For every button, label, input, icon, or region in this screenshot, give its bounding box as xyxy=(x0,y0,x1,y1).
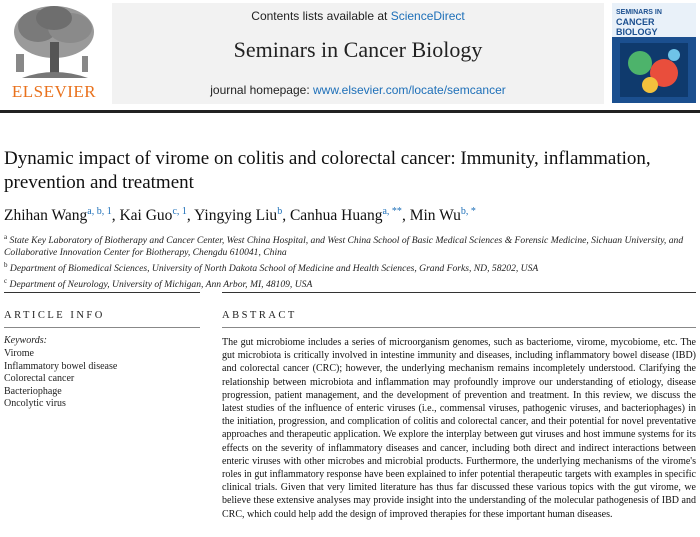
journal-cover-thumbnail[interactable] xyxy=(612,3,696,103)
author-name: Min Wu xyxy=(409,207,461,225)
article-info-sub-rule xyxy=(4,327,200,328)
contents-line xyxy=(112,9,604,23)
keyword: Oncolytic virus xyxy=(4,398,66,409)
homepage-line xyxy=(112,83,604,97)
affiliation-mark: c xyxy=(4,277,8,286)
journal-homepage-link[interactable]: www.elsevier.com/locate/semcancer xyxy=(313,83,506,97)
cover-title xyxy=(616,9,662,37)
author[interactable] xyxy=(410,207,476,224)
author-marks[interactable]: b, * xyxy=(460,206,476,217)
cover-line: SEMINARS IN xyxy=(616,9,662,16)
keyword: Bacteriophage xyxy=(4,385,62,397)
abstract-sub-rule xyxy=(222,327,696,328)
affiliation-text: Department of Neurology, University of Michigan, Ann Arbor, MI, 48109, USA xyxy=(9,279,313,291)
author-name: Yingying Liu xyxy=(194,207,278,225)
author[interactable] xyxy=(290,207,402,224)
abstract-heading: ABSTRACT xyxy=(222,310,297,321)
affiliation-item xyxy=(4,275,696,291)
affiliations xyxy=(4,231,696,292)
homepage-prefix: journal homepage: xyxy=(210,83,313,97)
author[interactable] xyxy=(4,207,112,224)
article-title: Dynamic impact of virome on colitis and colorectal cancer: Immunity, inflammation, prevention and treatment xyxy=(4,148,651,193)
journal-header-box xyxy=(112,3,604,104)
publisher-wordmark: ELSEVIER xyxy=(11,82,97,101)
author-list: Zhihan Wang$^{a, b, 1}$, Kai Guo$^{c, 1}$, Yingying Liu$^b$, Canhua Huang$^{a, **}$, Min $Wu^{b, *}$ xyxy=(4,206,476,225)
affiliation-text: State Key Laboratory of Biotherapy and Cancer Center, West China Hospital, and West China School of Basic Medical Sciences & Forensic Medicine, Sichuan University, and Collaborative Innovation Center for Biotherapy, Chengdu 610041, China xyxy=(4,235,684,259)
abstract-text: The gut microbiome includes a series of microorganism genomes, such as bacteriome, virome, mycobiome, etc. The gut microbiota is critically involved in intestine immunity and diseases, including inflammatory bowel disease (IBD) and colorectal cancer (CRC); however, the underlying mechanism remains incompletely understood. Clarifying the relationship between microbiota and inflammation may profoundly improve our understanding of etiology, disease progression, patient management, and the development of prevention and treatment. In this review, we discuss the latest studies of the influence of enteric viruses (i.e., commensal viruses, pathogenic viruses, and bacteriophages) in the initiation, progression, and complication of colitis and colorectal cancer, and their potential for novel preventative approaches and therapeutic application. We explore the interplay between gut viruses and host immune systems for its effects on the severity of inflammatory diseases and cancer, including both direct and indirect interactions between enteric viruses with other microbes and microbial products. Furthermore, the underlying mechanisms of the virome's roles in gut inflammatory response have been explained to infer potential therapeutic targets with examples in specific clinical trials. Given that very limited literature has thus far discussed these various topics with the gut virome, we believe these extensive analyses may provide insight into the understanding of the molecular pathogenesis of IBD and CRC, which could help add the design of improved therapies for these important human diseases. xyxy=(222,337,696,520)
author[interactable] xyxy=(119,207,186,224)
keyword: Inflammatory bowel disease xyxy=(4,360,118,372)
author-name: Kai Guo xyxy=(119,207,173,225)
author-marks[interactable]: b xyxy=(277,206,283,217)
keyword: Virome xyxy=(4,348,34,359)
abstract-top-rule xyxy=(222,292,696,293)
cover-artwork xyxy=(620,43,688,97)
author-name: Zhihan Wang xyxy=(4,207,88,225)
keywords-list xyxy=(4,348,117,411)
journal-masthead xyxy=(0,0,700,110)
journal-title: Seminars in Cancer Biology xyxy=(233,37,483,62)
affiliation-mark: a xyxy=(4,233,8,241)
author-marks[interactable]: c, 1 xyxy=(172,206,187,217)
contents-prefix: Contents lists available at xyxy=(251,9,391,23)
article-info-heading: ARTICLE INFO xyxy=(4,310,105,321)
affiliation-item xyxy=(4,259,696,275)
cover-line: CANCER xyxy=(616,17,655,27)
keywords-label: Keywords: xyxy=(4,335,47,346)
cover-header xyxy=(612,3,696,37)
author[interactable] xyxy=(194,207,282,224)
sciencedirect-link[interactable]: ScienceDirect xyxy=(390,9,465,23)
author-marks[interactable]: a, b, 1 xyxy=(87,206,112,217)
affiliation-mark: b xyxy=(4,261,8,270)
affiliation-text: Department of Biomedical Sciences, University of North Dakota School of Medicine and Health Sciences, Grand Forks, ND, 58202, USA xyxy=(9,263,539,275)
keyword: Colorectal cancer xyxy=(4,373,75,384)
cover-line: BIOLOGY xyxy=(616,27,658,37)
masthead-rule xyxy=(0,110,700,113)
author-name: Canhua Huang xyxy=(289,207,383,225)
affiliation-item xyxy=(4,231,696,259)
article-info-top-rule xyxy=(4,292,200,293)
author-marks[interactable]: a, ** xyxy=(382,206,402,217)
